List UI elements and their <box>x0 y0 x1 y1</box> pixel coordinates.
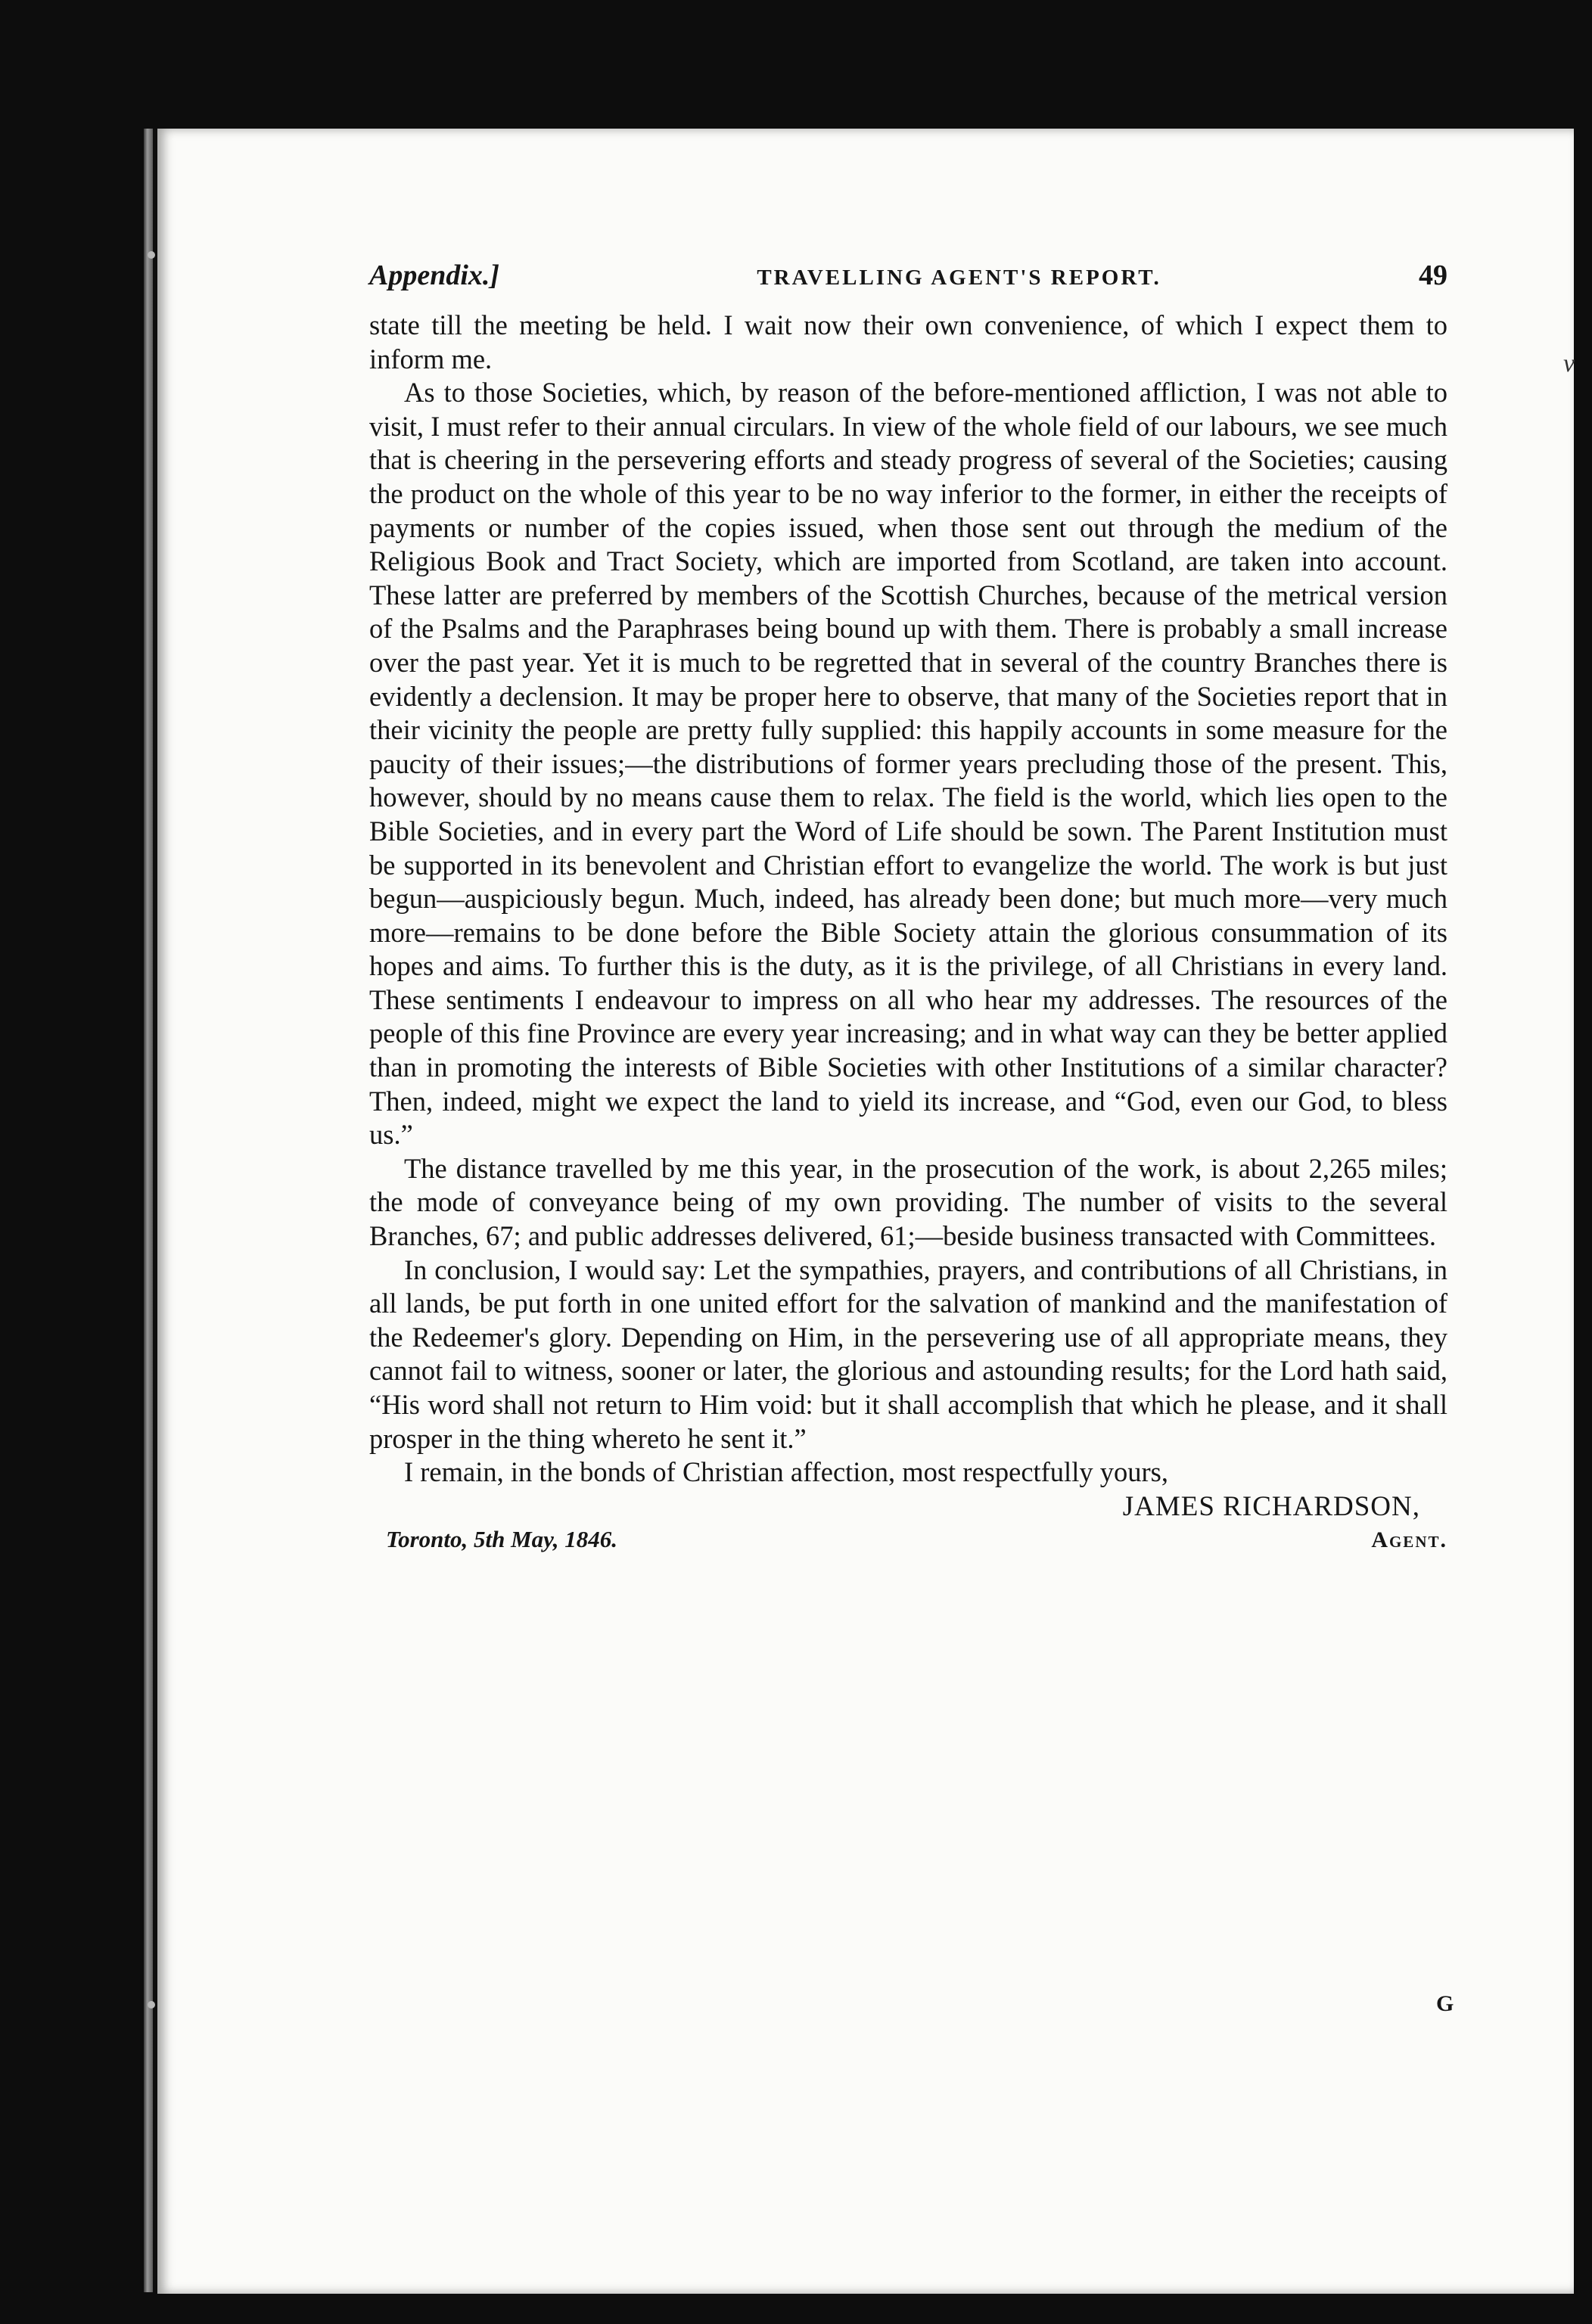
paragraph-closing: I remain, in the bonds of Christian affection, most respectfully yours, <box>404 1456 1168 1488</box>
page-number: 49 <box>1418 259 1447 291</box>
paragraph-continuation: state till the meeting be held. I wait now their own convenience, of which I expect them to inform me. <box>369 309 1447 374</box>
margin-mark: v <box>1563 350 1575 377</box>
spine-notch-bottom <box>148 2001 155 2009</box>
signature-footer <box>369 1526 1447 1553</box>
signature-name: JAMES RICHARDSON, <box>1122 1490 1420 1522</box>
signature-role: Agent. <box>1371 1527 1447 1552</box>
place-date: Toronto, 5th May, 1846. <box>386 1525 618 1552</box>
running-head-section: Appendix.] <box>369 259 500 291</box>
book-page <box>157 129 1574 2294</box>
spine-notch-top <box>148 251 155 259</box>
paragraph-distance: The distance travelled by me this year, in the prosecution of the work, is about 2,265 miles; the mode of conveyance being of my own providing. The number of visits to the several Branches, 67; and public addresses delivered, 61;—beside business transacted with Committees. <box>369 1152 1447 1252</box>
paragraph-conclusion: In conclusion, I would say: Let the sympathies, prayers, and contributions of all Christians, in all lands, be put forth in one united effort for the salvation of mankind and the manifestation of the Redeemer's glory. Depending on Him, in the persevering use of all appropriate means, they cannot fail to witness, sooner or later, the glorious and astounding results; for the Lord hath said, “His word shall not return to Him void: but it shall accomplish that which he please, and it shall prosper in the thing whereto he sent it.” <box>369 1254 1447 1454</box>
book-spine <box>144 129 153 2292</box>
running-head-title: TRAVELLING AGENT'S REPORT. <box>757 266 1161 290</box>
paragraph-societies: As to those Societies, which, by reason of the before-mentioned affliction, I was not able to visit, I must refer to their annual circulars. In view of the whole field of our labours, we see much that is cheering in the persevering efforts and steady progress of several of the Societies; causing the product on the whole of this year to be no way inferior to the former, in either the receipts of payments or number of the copies issued, when those sent out through the medium of the Religious Book and Tract Society, which are imported from Scotland, are taken into account. These latter are preferred by members of the Scottish Churches, because of the metrical version of the Psalms and the Paraphrases being bound up with them. There is probably a small increase over the past year. Yet it is much to be regretted that in several of the country Branches there is evidently a declension. It may be proper here to observe, that many of the Societies report that in their vicinity the people are pretty fully supplied: this happily accounts in some measure for the paucity of their issues;—the distributions of former years precluding those of the present. This, however, should by no means cause them to relax. The field is the world, which lies open to the Bible Societies, and in every part the Word of Life should be sown. The Parent Institution must be supported in its benevolent and Christian effort to evangelize the world. The work is but just begun—auspiciously begun. Much, indeed, has already been done; but much more—very much more—remains to be done before the Bible Society attain the glorious consummation of its hopes and aims. To further this is the duty, as it is the privilege, of all Christians in every land. These sentiments I endeavour to impress on all who hear my addresses. The resources of the people of this fine Province are every year increasing; and in what way can they be better applied than in promoting the interests of Bible Societies with other Institutions of a similar character? Then, indeed, might we expect the land to yield its increase, and “God, even our God, to bless us.” <box>369 377 1447 1151</box>
page-content <box>369 259 1454 2016</box>
running-head <box>369 259 1447 301</box>
body-text <box>369 309 1447 1490</box>
signature-mark: G <box>1436 1991 1454 2016</box>
